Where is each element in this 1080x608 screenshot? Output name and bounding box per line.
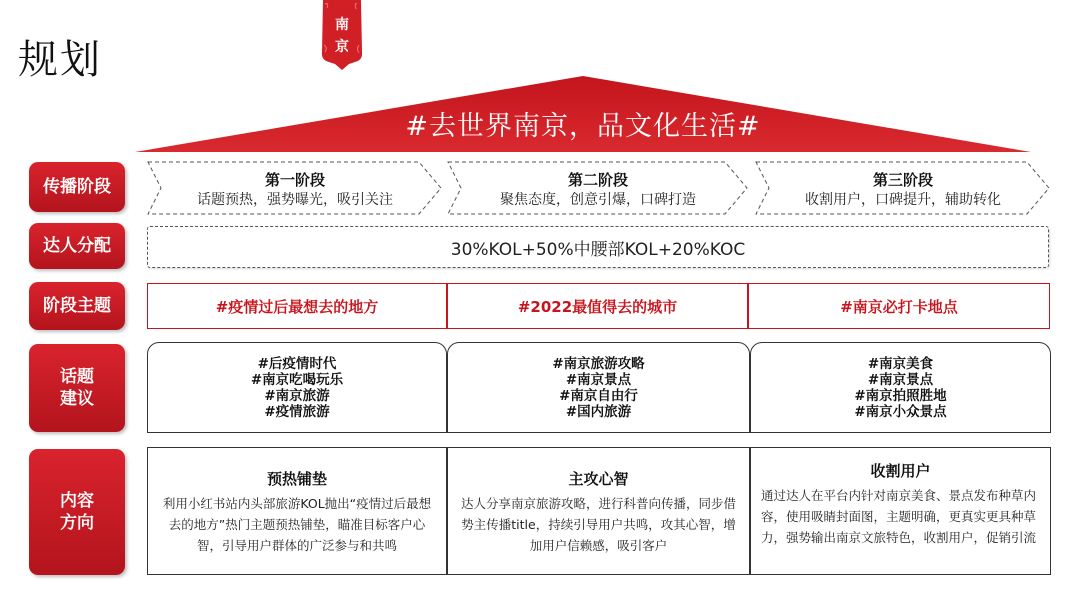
row-label-content [29,449,125,575]
theme-3-text: #南京必打卡地点 [840,297,958,316]
stage-3-desc: 收割用户，口碑提升，辅助转化 [805,192,1001,208]
topic-item: #南京美食 [867,355,934,372]
stage-1-name: 第一阶段 [264,171,325,189]
content-box-2 [447,447,750,575]
row-label-theme [29,282,125,330]
stage-3 [755,161,1051,215]
topic-box-1 [147,342,447,433]
theme-1 [147,283,447,329]
topic-item: #国内旅游 [565,403,632,420]
slogan: #去世界南京，品文化生活# [405,111,761,142]
content-2-title: 主攻心智 [568,470,629,488]
content-box-3 [750,447,1051,575]
topic-item: #南京拍照胜地 [854,387,947,404]
theme-2 [447,283,748,329]
topic-item: #南京自由行 [559,387,638,404]
theme-1-text: #疫情过后最想去的地方 [215,297,379,316]
row-label-theme-text: 阶段主题 [43,296,111,316]
content-box-1 [147,447,447,575]
row-label-kol-text: 达人分配 [43,236,111,256]
kol-split-box [147,226,1049,268]
stage-2 [447,161,749,215]
topic-item: #后疫情时代 [257,355,337,372]
topic-item: #南京小众景点 [854,403,947,420]
theme-2-text: #2022最值得去的城市 [517,297,678,316]
topic-item: #疫情旅游 [264,403,330,420]
topic-box-2 [447,342,750,433]
stage-3-name: 第三阶段 [872,171,933,189]
row-label-topic [29,344,125,432]
content-1-body: 利用小红书站内头部旅游KOL抛出“疫情过后最想去的地方”热门主题预热铺垫，瞄准目标客户心智，引导用户群体的广泛参与和共鸣 [162,496,432,553]
kol-split-text: 30%KOL+50%中腰部KOL+20%KOC [450,239,746,260]
nanjing-seal-logo [319,0,365,70]
row-label-topic-line1: 话题 [60,367,94,387]
theme-3 [748,283,1050,329]
topic-item: #南京景点 [565,371,632,388]
stage-1-desc: 话题预热，强势曝光，吸引关注 [197,192,393,208]
topic-item: #南京旅游 [264,387,330,404]
row-label-topic-line2: 建议 [60,389,94,409]
topic-box-3 [750,342,1051,433]
topic-item: #南京吃喝玩乐 [250,371,344,388]
topic-item: #南京景点 [867,371,934,388]
stage-1 [147,161,443,215]
seal-char-1: 南 [335,17,349,33]
content-3-title: 收割用户 [870,462,931,480]
content-2-body: 达人分享南京旅游攻略，进行科普向传播，同步借势主传播title，持续引导用户共鸣，攻其心智，增加用户信赖感，吸引客户 [460,496,736,553]
row-label-stage-text: 传播阶段 [43,177,111,197]
row-label-content-line1: 内容 [60,491,94,511]
stage-2-desc: 聚焦态度，创意引爆，口碑打造 [500,192,696,208]
row-label-kol [29,223,125,269]
page-title: 规划 [18,37,102,83]
stage-2-name: 第二阶段 [567,171,628,189]
row-label-stage [29,162,125,212]
content-1-title: 预热铺垫 [266,470,327,488]
content-3-body: 通过达人在平台内针对南京美食、景点发布种草内容，使用吸睛封面图，主题明确，更真实更具种草力，强势输出南京文旅特色，收割用户，促销引流 [761,488,1037,545]
row-label-content-line2: 方向 [60,513,94,533]
seal-char-2: 京 [335,39,349,55]
topic-item: #南京旅游攻略 [552,355,645,372]
